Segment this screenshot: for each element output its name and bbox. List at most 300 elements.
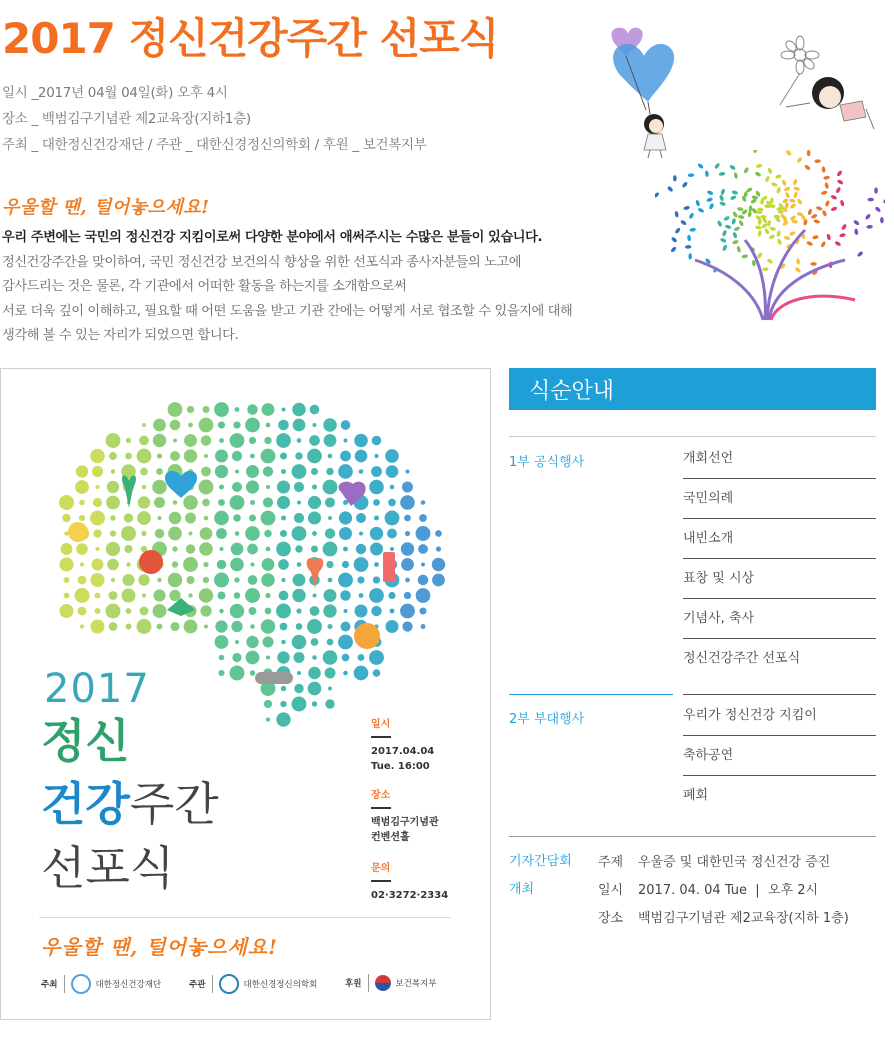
tree-leaf [722, 230, 728, 237]
schedule-item: 우리가 정신건강 지킴이 [683, 696, 876, 736]
tree-leaf [810, 262, 817, 266]
brain-dot [421, 624, 426, 629]
brain-dot [90, 619, 104, 633]
brain-dot [64, 593, 70, 599]
tree-leaf [695, 200, 700, 207]
brain-dot [277, 496, 290, 509]
brain-dot [338, 573, 353, 588]
brain-dot [356, 513, 366, 523]
schedule-item: 폐회 [683, 788, 709, 803]
brain-dot [279, 591, 289, 601]
brain-dot [122, 589, 136, 603]
brain-dot [280, 530, 287, 537]
intro-lead: 우리 주변에는 국민의 정신건강 지킴이로써 다양한 분야에서 애써주시는 수많은 분들이 있습니다. [2, 230, 543, 245]
brain-dot [246, 636, 258, 648]
brain-dot [187, 406, 194, 413]
tree-leaf [776, 187, 781, 194]
brain-dot [277, 651, 289, 663]
part-divider [509, 694, 673, 695]
brain-dot [292, 403, 305, 416]
tree-leaf [768, 234, 775, 240]
brain-dot [312, 593, 316, 597]
brain-dot [75, 588, 90, 603]
brain-dot [78, 607, 87, 616]
tree-leaf [683, 205, 690, 210]
tree-leaf [736, 246, 741, 253]
brain-dot [59, 495, 74, 510]
poster-meta-venue [371, 788, 439, 845]
brain-dot [79, 515, 85, 521]
brain-dot [402, 482, 413, 493]
poster-meta-contact [371, 861, 448, 903]
brain-dot [124, 513, 133, 522]
brain-dot [308, 511, 321, 524]
brain-dot [343, 609, 347, 613]
brain-dot [280, 623, 288, 631]
tree-leaf [674, 211, 679, 218]
brain-dot [234, 577, 239, 582]
brain-dot [204, 624, 208, 628]
brain-dot [230, 495, 245, 510]
brain-dot [170, 451, 180, 461]
brain-dot [369, 480, 384, 495]
brain-dot [342, 561, 349, 568]
brain-dot [231, 543, 244, 556]
brain-dot [219, 655, 225, 661]
brain-dot [80, 562, 84, 566]
brain-dot [76, 465, 88, 477]
tree-leaf [807, 208, 812, 215]
brain-dot [385, 511, 400, 526]
part2-label: 2부 부대행사 [509, 712, 585, 727]
tree-leaf [812, 235, 819, 240]
tree-leaf [789, 231, 796, 237]
brain-dot [340, 590, 350, 600]
brain-dot [357, 576, 364, 583]
brain-dot [281, 407, 285, 411]
tree-leaf [685, 245, 692, 249]
brain-dot [374, 454, 378, 458]
tree-leaf [681, 181, 688, 188]
brain-dot [106, 542, 120, 556]
brain-dot [215, 620, 227, 632]
brain-dot [186, 544, 196, 554]
brain-dot [327, 639, 334, 646]
brain-dot [435, 530, 442, 537]
brain-dot [92, 559, 104, 571]
brain-dot [280, 701, 286, 707]
brain-dot [121, 526, 136, 541]
brain-dot [170, 622, 179, 631]
tree-leaf [821, 166, 825, 173]
brain-dot [323, 480, 338, 495]
brain-dot [419, 514, 427, 522]
brain-dot [183, 495, 198, 510]
brain-dot [328, 578, 333, 583]
brain-dot [79, 500, 85, 506]
tree-leaf [717, 220, 723, 227]
brain-dot [204, 516, 209, 521]
tree-leaf [697, 163, 704, 170]
tree-leaf [796, 156, 803, 163]
press-venue [598, 907, 849, 926]
brain-dot [106, 604, 121, 619]
brain-dot [404, 592, 411, 599]
tree-leaf [719, 194, 725, 201]
brain-dot [385, 620, 398, 633]
brain-dot [184, 620, 198, 634]
brain-dot [341, 622, 351, 632]
brain-dot [203, 562, 208, 567]
tree-leaf [706, 190, 713, 196]
brain-dot [214, 511, 229, 526]
brain-dot [157, 578, 161, 582]
brain-dot [214, 573, 229, 588]
tree-leaf [789, 198, 796, 203]
brain-dot [261, 449, 276, 464]
tree-leaf [796, 198, 803, 205]
brain-dot [157, 453, 162, 458]
brain-dot [312, 485, 317, 490]
tree-leaf [874, 187, 878, 194]
tree-leaf [814, 159, 821, 163]
brain-dot [292, 589, 305, 602]
tree-leaf [882, 197, 885, 204]
brain-dot [140, 607, 149, 616]
brain-dot [199, 418, 214, 433]
brain-dot [325, 668, 336, 679]
sprout-icon [122, 475, 136, 508]
tree-leaf [764, 228, 770, 235]
brain-dot [354, 434, 368, 448]
brain-dot [170, 420, 181, 431]
brain-dot [169, 590, 180, 601]
brain-dot [355, 605, 368, 618]
tree-leaf [689, 228, 696, 233]
tree-leaf [866, 225, 873, 229]
brain-dot [276, 542, 291, 557]
brain-dot [218, 499, 225, 506]
brain-dot [309, 435, 320, 446]
brain-dot [249, 607, 257, 615]
press-key: 주제 [598, 855, 624, 870]
tree-leaf [761, 222, 768, 229]
tree-leaf [724, 224, 731, 229]
brain-dot [358, 654, 365, 661]
brain-dot [310, 405, 320, 415]
brain-dot [432, 574, 445, 587]
tree-leaf [804, 164, 811, 171]
tree-leaf [756, 252, 763, 259]
brain-dot [265, 593, 270, 598]
brain-dot [310, 606, 320, 616]
brain-dot [217, 560, 227, 570]
brain-dot [153, 589, 165, 601]
brain-dot [294, 513, 304, 523]
host-role: 주최 [41, 980, 58, 990]
tree-leaf [793, 191, 798, 198]
brain-dot [388, 592, 395, 599]
tree-leaf [743, 167, 749, 174]
tree-leaf [764, 175, 770, 182]
tree-leaf [826, 233, 831, 240]
tree-leaf [753, 150, 757, 153]
tree-leaf [754, 171, 761, 177]
brain-dot [184, 449, 197, 462]
brain-dot [184, 434, 197, 447]
brain-dot [354, 557, 369, 572]
brain-dot [219, 438, 224, 443]
brain-dot [311, 468, 318, 475]
brain-dot [95, 547, 99, 551]
brain-dot [199, 542, 213, 556]
press-topic [598, 851, 830, 870]
tree-leaf [806, 240, 813, 246]
brain-dot [359, 469, 364, 474]
press-label-line: 개최 [509, 882, 535, 897]
taegeuk-emblem-icon [375, 975, 391, 991]
brain-dot [137, 511, 151, 525]
brain-dot [297, 500, 301, 504]
tree-leaf [769, 226, 776, 231]
brain-dot [373, 669, 381, 677]
bandage-icon [255, 672, 293, 684]
brain-dot [168, 402, 183, 417]
brain-dot [218, 421, 225, 428]
tree-leaf [732, 211, 739, 218]
brain-dot [308, 682, 322, 696]
schedule-header [509, 368, 876, 410]
brain-dot [292, 526, 307, 541]
brain-dot [261, 573, 274, 586]
tree-leaf [835, 186, 841, 193]
brain-dot [359, 531, 363, 535]
tree-leaf [783, 235, 790, 241]
event-datetime: 일시 _2017년 04월 04일(화) 오후 4시 [2, 85, 228, 101]
brain-dot [325, 699, 335, 709]
intro-line: 서로 더욱 깊이 이해하고, 필요할 때 어떤 도움을 받고 기관 간에는 어떻게 서로 협조할 수 있을지에 대해 [2, 303, 573, 319]
brain-dot [247, 404, 258, 415]
brain-dot [266, 547, 271, 552]
brain-dot [110, 530, 116, 536]
tree-leaf [667, 186, 674, 193]
brain-dot [59, 604, 73, 618]
brain-dot [183, 557, 198, 572]
tree-leaf [756, 163, 763, 168]
brain-dot [326, 468, 334, 476]
tree-leaf [823, 175, 830, 180]
brain-dot [95, 593, 101, 599]
brain-dot [124, 545, 132, 553]
brain-dot [110, 515, 116, 521]
poster-title-bold: 건강 [41, 777, 130, 831]
brain-dot [341, 420, 351, 430]
brain-dot [188, 423, 193, 428]
brain-dot [248, 575, 258, 585]
tree-leaf [767, 220, 772, 227]
brain-dot [276, 712, 290, 726]
brain-dot [390, 609, 395, 614]
brain-dot [185, 513, 196, 524]
tree-leaf [671, 236, 678, 243]
brain-dot [432, 558, 445, 571]
tree-leaf [755, 225, 762, 230]
brain-dot [232, 653, 241, 662]
brain-dot [219, 484, 224, 489]
tree-leaf [733, 172, 738, 179]
brain-dot [297, 562, 302, 567]
brain-dot [218, 670, 224, 676]
brain-dot [215, 465, 228, 478]
brain-dot [405, 469, 409, 473]
intro-line: 정신건강주간을 맞이하여, 국민 정신건강 보건의식 향상을 위한 선포식과 종사자분들의 노고에 [2, 254, 522, 270]
press-label-line: 기자간담회 [509, 854, 572, 869]
brain-dot [200, 527, 213, 540]
brain-dot [142, 593, 146, 597]
brain-dot [232, 482, 242, 492]
brain-dot [204, 454, 208, 458]
brain-dot [231, 621, 242, 632]
planet-icon [354, 623, 380, 649]
brain-dot [93, 529, 101, 537]
brain-dot [126, 438, 131, 443]
tree-leaf [705, 170, 709, 177]
brain-dot [281, 469, 286, 474]
brain-dot [245, 418, 260, 433]
brain-dot [405, 531, 410, 536]
brain-dot [266, 423, 271, 428]
brain-dot [75, 480, 89, 494]
brain-dot [200, 605, 211, 616]
event-info [2, 80, 427, 158]
brain-dot [340, 451, 351, 462]
poster-title-line2 [41, 777, 219, 831]
tree-leaf [794, 266, 801, 273]
brain-dot [61, 543, 73, 555]
brain-dot [339, 527, 352, 540]
brain-dot [354, 666, 369, 681]
brain-dot [247, 544, 258, 555]
tree-leaf [732, 239, 739, 244]
brain-dot [418, 544, 428, 554]
brain-dot [235, 531, 240, 536]
press-datetime [598, 879, 818, 898]
brain-dot [328, 454, 333, 459]
schedule-item: 축하공연 [683, 736, 876, 776]
brain-dot [155, 529, 164, 538]
brain-dot [230, 666, 245, 681]
tree-leaf [738, 215, 745, 220]
brain-dot [233, 514, 241, 522]
brain-dot [356, 544, 366, 554]
intro-line: 감사드리는 것은 물론, 각 기관에서 어떠한 활동을 하는지를 소개함으로써 [2, 279, 407, 294]
organizer-name: 대한신경정신의학회 [243, 980, 318, 990]
press-value: 백범김구기념관 제2교육장(지하 1층) [638, 911, 849, 926]
brain-dot [157, 624, 163, 630]
brain-dot [142, 485, 147, 490]
brain-dot [386, 465, 399, 478]
tree-leaf [822, 210, 828, 217]
brain-dot [157, 516, 161, 520]
sponsor-role: 후원 [345, 979, 362, 989]
tree-leaf [723, 215, 730, 221]
brain-dot [294, 684, 303, 693]
brain-dot [264, 530, 271, 537]
tree-leaf [781, 179, 787, 186]
brain-dot [294, 482, 304, 492]
brain-dot [230, 558, 244, 572]
tree-leaf [864, 213, 871, 220]
brain-dot [106, 433, 121, 448]
brain-dot [323, 542, 338, 557]
press-divider [509, 836, 876, 837]
brain-dot [107, 559, 119, 571]
brain-dot [235, 407, 240, 412]
poster-year: 2017 [44, 666, 150, 712]
tree-leaf [830, 206, 837, 212]
brain-dot [405, 578, 410, 583]
brain-dot [122, 574, 134, 586]
brain-dot [235, 640, 239, 644]
tree-leaf [708, 203, 714, 210]
poster-sponsor [345, 974, 437, 992]
intro-text [2, 226, 652, 349]
brain-dot [80, 624, 84, 628]
schedule-item: 개회선언 [683, 439, 876, 479]
brain-dot [292, 464, 307, 479]
tree-leaf [737, 207, 744, 211]
brain-dot [374, 562, 379, 567]
brain-dot [199, 480, 214, 495]
brain-dot [215, 635, 229, 649]
brain-dot [245, 526, 260, 541]
tree-leaf [789, 203, 796, 210]
schedule-item: 내빈소개 [683, 519, 876, 559]
brain-dot [217, 591, 225, 599]
poster-title-thin: 주간 [129, 777, 219, 831]
flower-child-illustration [770, 35, 880, 145]
brain-dot [201, 467, 211, 477]
brain-dot [308, 667, 321, 680]
tree-leaf [655, 192, 660, 199]
brain-dot [188, 593, 192, 597]
brain-dot [308, 496, 321, 509]
brain-dot [235, 469, 239, 473]
brain-dot [78, 576, 87, 585]
brain-dot [214, 402, 229, 417]
brain-dot [138, 574, 149, 585]
sponsor-name: 보건복지부 [395, 979, 437, 989]
brain-dot [250, 562, 254, 566]
brain-dot [262, 636, 273, 647]
tree-leaf [830, 194, 837, 200]
tree-leaf [767, 167, 772, 174]
event-poster [0, 368, 491, 1020]
brain-dot [186, 576, 194, 584]
tree-leaf [714, 162, 721, 169]
brain-dot [262, 558, 275, 571]
brain-dot [323, 604, 336, 617]
tree-leaf [673, 175, 677, 181]
brain-dot [401, 542, 414, 555]
tree-leaf [706, 197, 713, 203]
brain-dot [59, 557, 73, 571]
brain-dot [266, 655, 270, 659]
schedule-item: 표창 및 시상 [683, 559, 876, 599]
brain-dot [95, 485, 99, 489]
brain-dot [281, 686, 286, 691]
tree-leaf [774, 215, 781, 219]
